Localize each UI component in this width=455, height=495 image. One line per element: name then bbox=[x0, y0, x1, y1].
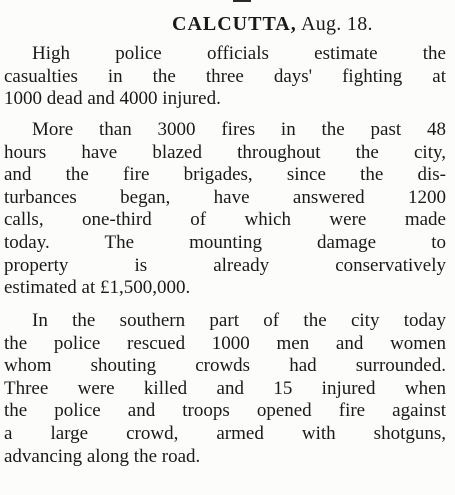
column-rule bbox=[233, 0, 251, 2]
text-line: 1000 dead and 4000 injured. bbox=[4, 88, 221, 110]
text-line: hours have blazed throughout the city, bbox=[4, 141, 446, 163]
text-line: turbances began, have answered 1200 bbox=[4, 186, 446, 208]
text-line: Three were killed and 15 injured when bbox=[4, 377, 446, 399]
text-line: High police officials estimate the bbox=[32, 43, 446, 64]
dateline bbox=[172, 10, 373, 38]
text-line: advancing along the road. bbox=[4, 445, 201, 467]
text-line: property is already conservatively bbox=[4, 254, 446, 276]
text-line: More than 3000 fires in the past 48 bbox=[32, 119, 446, 140]
text-line: calls, one-third of which were made bbox=[4, 209, 446, 231]
dateline-place: CALCUTTA, bbox=[172, 13, 297, 35]
text-line: whom shouting crowds had surrounded. bbox=[4, 355, 446, 377]
text-line: estimated at £1,500,000. bbox=[4, 277, 191, 299]
text-line: and the fire brigades, since the dis- bbox=[4, 164, 446, 186]
text-line: the police rescued 1000 men and women bbox=[4, 332, 446, 354]
paragraph-casualties bbox=[4, 43, 446, 111]
paragraph-fires bbox=[4, 119, 446, 300]
text-line: casualties in the three days' fighting at bbox=[4, 65, 446, 87]
paragraph-rescue bbox=[4, 310, 446, 468]
text-line: today. The mounting damage to bbox=[4, 231, 446, 253]
dateline-date: Aug. 18. bbox=[300, 13, 373, 35]
text-line: In the southern part of the city today bbox=[32, 310, 446, 331]
text-line: a large crowd, armed with shotguns, bbox=[4, 422, 446, 444]
text-line: the police and troops opened fire against bbox=[4, 400, 446, 422]
